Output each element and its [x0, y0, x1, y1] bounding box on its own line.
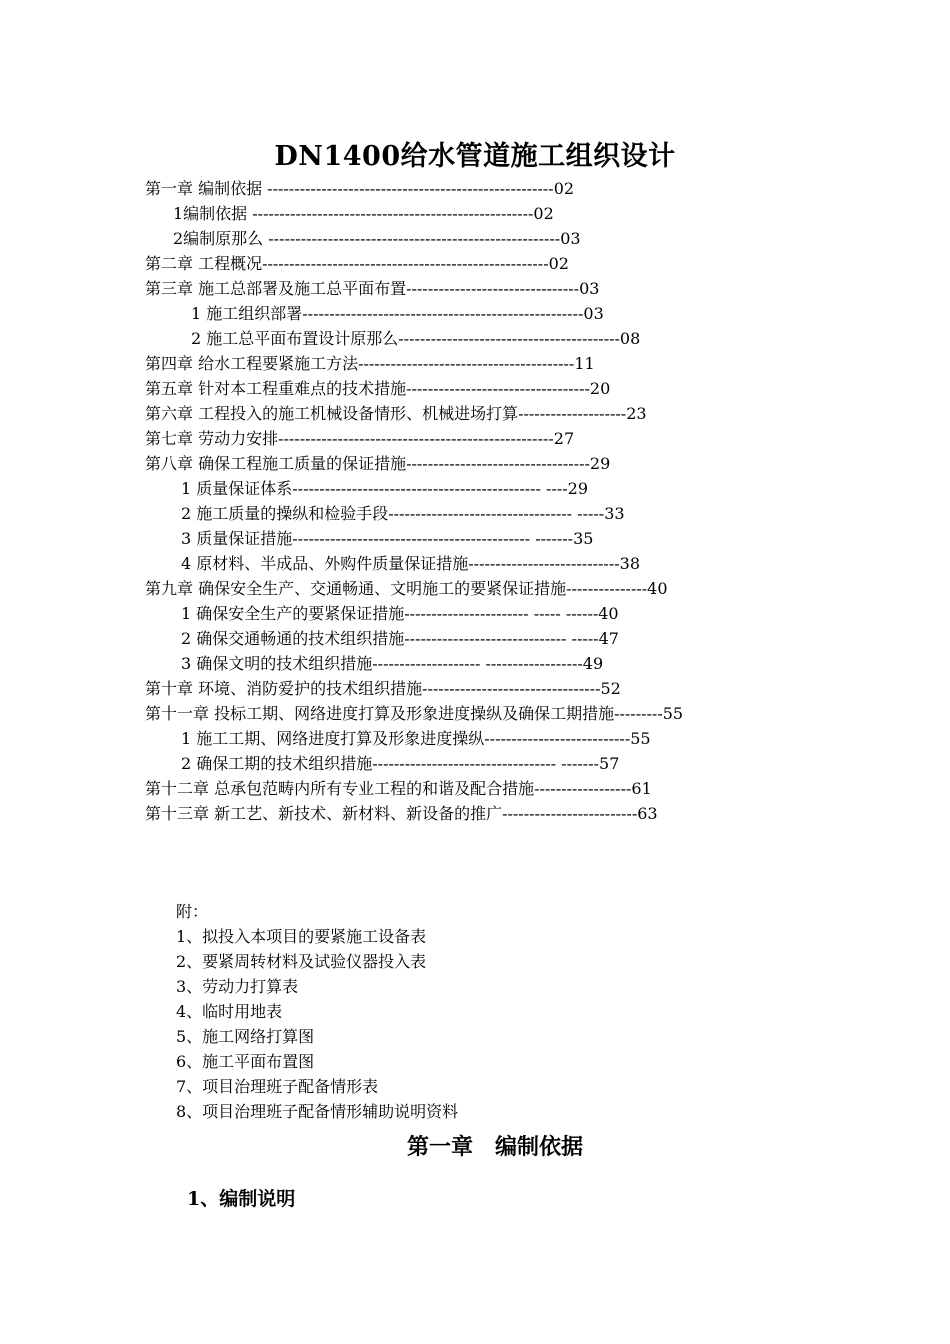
- toc-entry: 第六章 工程投入的施工机械设备情形、机械进场打算--------------------23: [145, 404, 647, 423]
- appendix-item: 6、施工平面布置图: [176, 1052, 315, 1071]
- toc-entry: 第五章 针对本工程重难点的技术措施----------------------------------20: [145, 379, 611, 398]
- toc-entry: 1 确保安全生产的要紧保证措施----------------------- ----- ------40: [181, 604, 619, 623]
- toc-entry: 第十三章 新工艺、新技术、新材料、新设备的推广-------------------------63: [145, 804, 658, 823]
- appendix-label: 附：: [176, 902, 209, 921]
- toc-entry: 第二章 工程概况-----------------------------------------------------02: [145, 254, 569, 273]
- toc-entry: 第三章 施工总部署及施工总平面布置--------------------------------03: [145, 279, 600, 298]
- toc-entry: 2编制原那么 ------------------------------------------------------03: [173, 229, 581, 248]
- appendix-item: 8、项目治理班子配备情形辅助说明资料: [176, 1102, 459, 1121]
- toc-entry: 第十章 环境、消防爱护的技术组织措施---------------------------------52: [145, 679, 621, 698]
- toc-entry: 第十一章 投标工期、网络进度打算及形象进度操纵及确保工期措施---------55: [145, 704, 684, 723]
- toc-entry: 第一章 编制依据 -----------------------------------------------------02: [145, 179, 575, 198]
- appendix-item: 4、临时用地表: [176, 1002, 283, 1021]
- document-title: DN1400给水管道施工组织设计: [274, 141, 676, 172]
- toc-entry: 1 质量保证体系---------------------------------------------- ----29: [181, 479, 589, 498]
- appendix-item: 7、项目治理班子配备情形表: [176, 1077, 379, 1096]
- appendix-item: 5、施工网络打算图: [176, 1027, 315, 1046]
- toc-entry: 2 施工质量的操纵和检验手段---------------------------------- -----33: [181, 504, 625, 523]
- toc-entry: 2 确保工期的技术组织措施---------------------------------- -------57: [181, 754, 620, 773]
- appendix-item: 2、要紧周转材料及试验仪器投入表: [176, 952, 427, 971]
- toc-entry: 第七章 劳动力安排---------------------------------------------------27: [145, 429, 575, 448]
- toc-entry: 2 施工总平面布置设计原那么-----------------------------------------08: [191, 329, 641, 348]
- appendix-list: [176, 899, 776, 1124]
- toc-entry: 第十二章 总承包范畴内所有专业工程的和谐及配合措施------------------61: [145, 779, 652, 798]
- table-of-contents: [145, 176, 813, 826]
- chapter-heading: 第一章 编制依据: [406, 1134, 583, 1160]
- toc-entry: 2 确保交通畅通的技术组织措施------------------------------ -----47: [181, 629, 619, 648]
- toc-entry: 1编制依据 ----------------------------------------------------02: [173, 204, 554, 223]
- appendix-item: 3、劳动力打算表: [176, 977, 299, 996]
- appendix-item: 1、拟投入本项目的要紧施工设备表: [176, 927, 427, 946]
- section-heading: 1、编制说明: [187, 1188, 296, 1210]
- toc-entry: 第九章 确保安全生产、交通畅通、文明施工的要紧保证措施---------------40: [145, 579, 668, 598]
- toc-entry: 1 施工组织部署----------------------------------------------------03: [191, 304, 604, 323]
- toc-entry: 3 质量保证措施-------------------------------------------- -------35: [181, 529, 594, 548]
- toc-entry: 4 原材料、半成品、外购件质量保证措施----------------------------38: [181, 554, 641, 573]
- toc-entry: 第四章 给水工程要紧施工方法----------------------------------------11: [145, 354, 595, 373]
- toc-entry: 第八章 确保工程施工质量的保证措施----------------------------------29: [145, 454, 611, 473]
- toc-entry: 3 确保文明的技术组织措施-------------------- ------------------49: [181, 654, 604, 673]
- toc-entry: 1 施工工期、网络进度打算及形象进度操纵---------------------------55: [181, 729, 651, 748]
